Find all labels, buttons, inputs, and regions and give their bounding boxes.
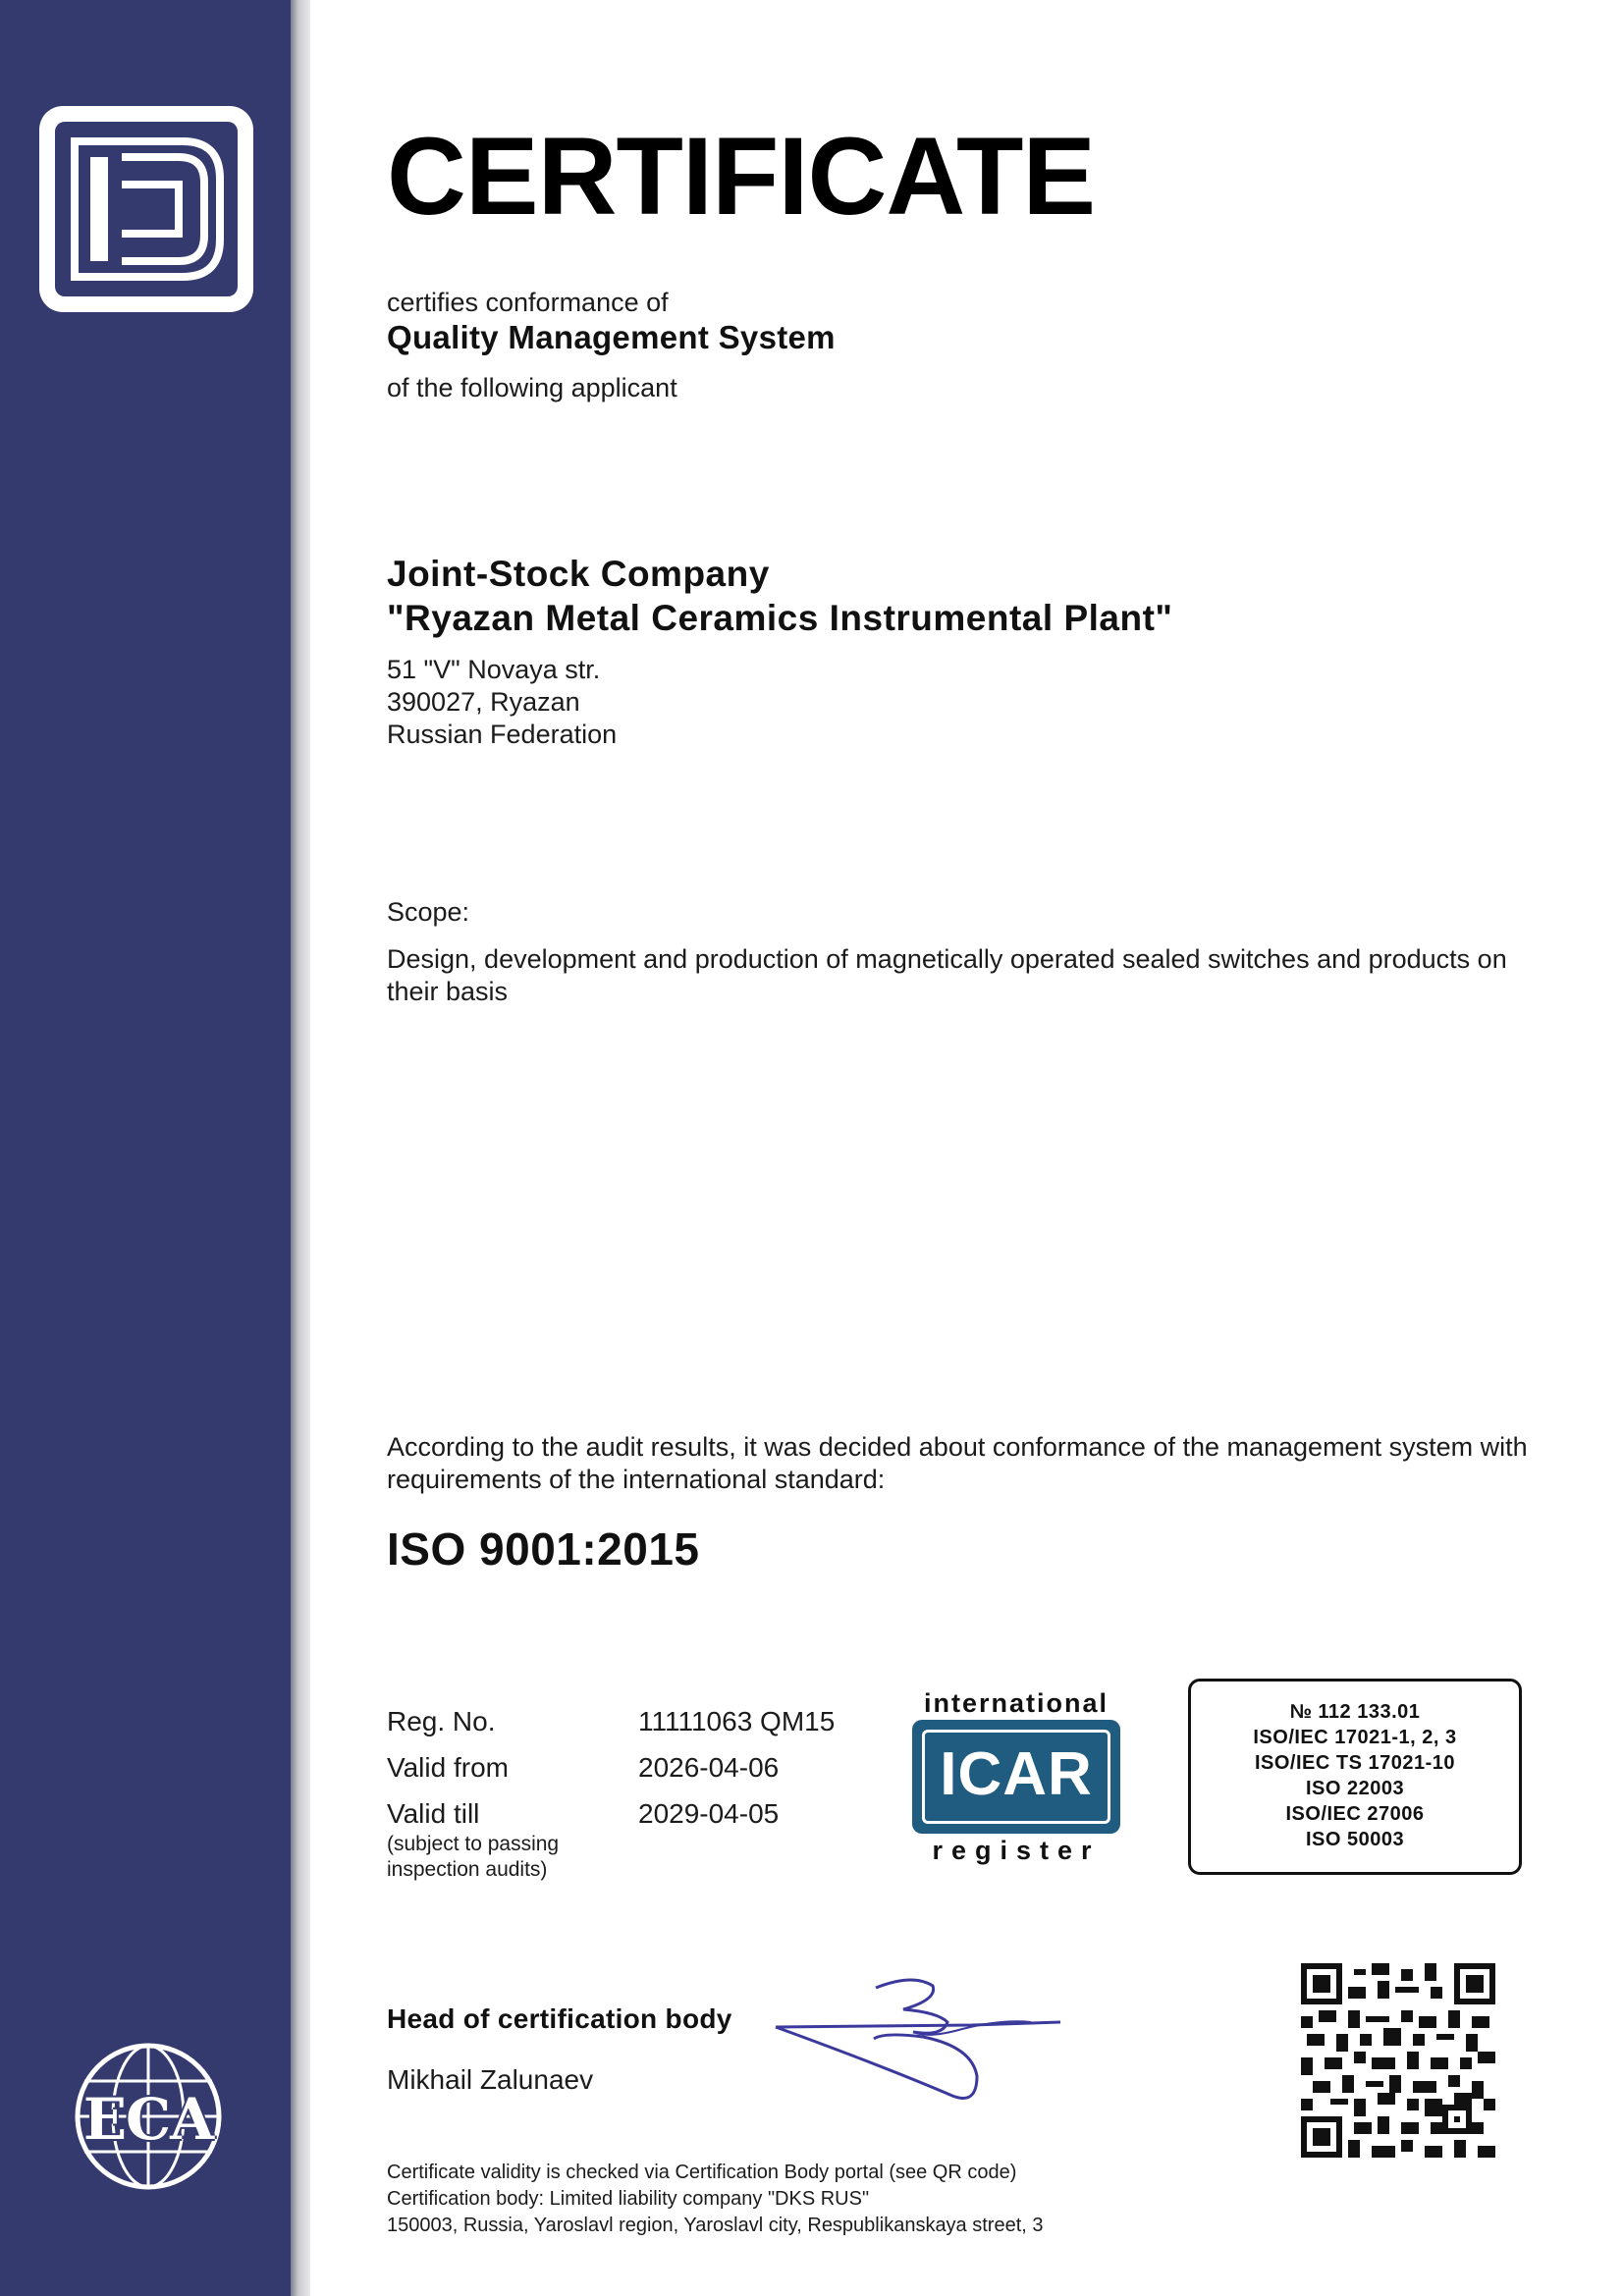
note-line: (subject to passing <box>387 1833 560 1855</box>
icar-logo-text: ICAR <box>922 1730 1110 1824</box>
scope-text: Design, development and production of magnetically operated sealed switches and products on their basis <box>387 944 1507 1006</box>
valid-till-label: Valid till <box>387 1798 480 1829</box>
address-line: 390027, Ryazan <box>387 687 580 717</box>
company-name-line2: "Ryazan Metal Ceramics Instrumental Plant" <box>387 598 1173 638</box>
sidebar-edge <box>291 0 310 2296</box>
accreditation-line: ISO/IEC 27006 <box>1285 1803 1425 1825</box>
sidebar-band <box>0 0 291 2296</box>
valid-till-value: 2029-04-05 <box>638 1798 780 1829</box>
certificate-title: CERTIFICATE <box>387 115 1096 238</box>
eca-logo-text: ECA <box>82 2086 214 2153</box>
certifies-line: certifies conformance of <box>387 288 669 317</box>
iso-standard: ISO 9001:2015 <box>387 1523 700 1575</box>
accreditation-line: ISO 22003 <box>1305 1778 1405 1799</box>
audit-text: According to the audit results, it was decided about conformance of the management system with requirements of the international standard: <box>387 1432 1528 1494</box>
footer <box>387 2160 1044 2239</box>
icar-top-text: international <box>923 1688 1109 1718</box>
footer-line: 150003, Russia, Yaroslavl region, Yaroslavl city, Respublikanskaya street, 3 <box>387 2215 1044 2236</box>
applicant-line: of the following applicant <box>387 373 677 402</box>
accreditation-line: № 112 133.01 <box>1289 1701 1421 1723</box>
signatory-title: Head of certification body <box>387 2003 732 2034</box>
signatory-name: Mikhail Zalunaev <box>387 2064 594 2095</box>
icar-logo-icon <box>912 1720 1120 1834</box>
applicant-address <box>387 654 617 751</box>
dks-logo-icon <box>35 102 257 316</box>
qr-code-icon <box>1301 1963 1495 2158</box>
address-line: 51 "V" Novaya str. <box>387 655 601 684</box>
footer-line: Certification body: Limited liability company "DKS RUS" <box>387 2188 870 2210</box>
scope-label: Scope: <box>387 897 470 927</box>
note-line: inspection audits) <box>387 1858 548 1881</box>
company-name-line1: Joint-Stock Company <box>387 554 770 594</box>
footer-line: Certificate validity is checked via Certification Body portal (see QR code) <box>387 2162 1017 2183</box>
valid-till-note <box>387 1832 559 1883</box>
accreditation-box <box>1188 1679 1522 1875</box>
accreditation-line: ISO/IEC TS 17021-10 <box>1254 1752 1456 1774</box>
system-name: Quality Management System <box>387 319 836 355</box>
address-line: Russian Federation <box>387 720 618 749</box>
accreditation-line: ISO 50003 <box>1305 1829 1405 1850</box>
valid-from-label: Valid from <box>387 1752 509 1783</box>
icar-bottom-text: register <box>932 1836 1101 1865</box>
reg-label: Reg. No. <box>387 1706 496 1736</box>
reg-value: 11111063 QM15 <box>638 1706 836 1736</box>
accreditation-line: ISO/IEC 17021-1, 2, 3 <box>1253 1727 1457 1748</box>
valid-from-value: 2026-04-06 <box>638 1752 780 1783</box>
signature-icon <box>766 1968 1070 2106</box>
